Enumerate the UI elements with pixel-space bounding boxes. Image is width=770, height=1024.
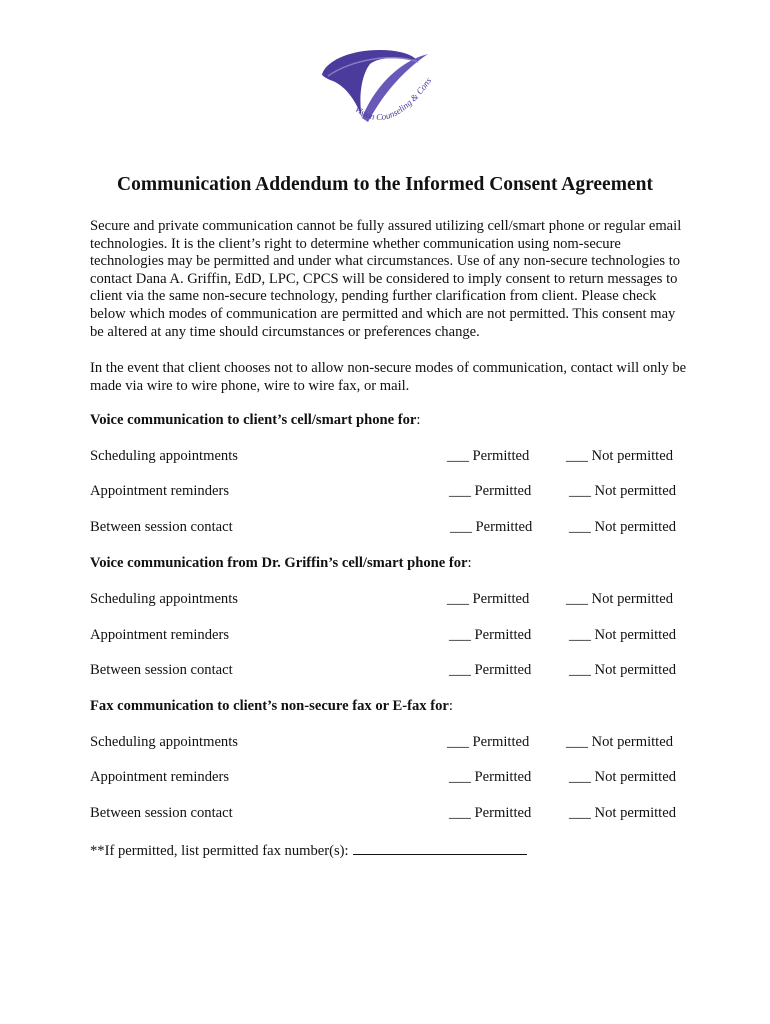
not-permitted-option[interactable]: ___ Not permitted [569,805,677,821]
table-row [90,805,690,825]
fax-number-field-row [90,842,527,860]
table-row [90,627,690,647]
permitted-option[interactable]: ___ Permitted [447,734,530,750]
table-row [90,519,690,539]
row-label: Scheduling appointments [90,734,238,750]
intro-paragraph: Secure and private communication cannot be fully assured utilizing cell/smart phone or regular email technologies. It is the client’s right to determine whether communication using nom-secure technologies may be permitted and under what circumstances. Use of any non-secure technologies to contact Dana A. Griffin, EdD, LPC, CPCS will be considered to imply consent to return messages to client via the same non-secure technology, pending further clarification from client. Please check below which modes of communication are permitted and which are not permitted. This consent may be altered at any time should circumstances or preferences change. [90,218,682,340]
not-permitted-option[interactable]: ___ Not permitted [566,591,674,607]
permitted-option[interactable]: ___ Permitted [450,519,533,535]
permitted-option[interactable]: ___ Permitted [447,591,530,607]
table-row [90,734,690,754]
not-permitted-option[interactable]: ___ Not permitted [569,769,677,785]
not-permitted-option[interactable]: ___ Not permitted [566,448,674,464]
page-title: Communication Addendum to the Informed Consent Agreement [117,174,653,195]
fax-number-input-line[interactable] [353,842,527,855]
table-row [90,591,690,611]
row-label: Appointment reminders [90,769,230,785]
permitted-option[interactable]: ___ Permitted [449,627,532,643]
section-heading-voice-to-client: Voice communication to client’s cell/smart phone for: [90,412,421,428]
permitted-option[interactable]: ___ Permitted [447,448,530,464]
not-permitted-option[interactable]: ___ Not permitted [569,483,677,499]
permitted-option[interactable]: ___ Permitted [449,483,532,499]
section-heading-fax: Fax communication to client’s non-secure fax or E-fax for: [90,698,453,714]
table-row [90,483,690,503]
not-permitted-option[interactable]: ___ Not permitted [569,662,677,678]
row-label: Appointment reminders [90,627,230,643]
permitted-option[interactable]: ___ Permitted [449,769,532,785]
non-secure-paragraph: In the event that client chooses not to allow non-secure modes of communication, contact will only be made via wire to wire phone, wire to wire fax, or mail. [90,360,687,394]
row-label: Scheduling appointments [90,591,238,607]
row-label: Between session contact [90,805,233,821]
row-label: Appointment reminders [90,483,230,499]
table-row [90,662,690,682]
row-label: Scheduling appointments [90,448,238,464]
logo-text: Vision Counseling & Cons [352,75,434,123]
not-permitted-option[interactable]: ___ Not permitted [569,519,677,535]
fax-number-label: **If permitted, list permitted fax number(s): [90,843,349,859]
not-permitted-option[interactable]: ___ Not permitted [569,627,677,643]
table-row [90,769,690,789]
row-label: Between session contact [90,519,233,535]
vision-counseling-logo [310,44,440,140]
section-heading-voice-from-doctor: Voice communication from Dr. Griffin’s cell/smart phone for: [90,555,472,571]
row-label: Between session contact [90,662,233,678]
permitted-option[interactable]: ___ Permitted [449,662,532,678]
table-row [90,448,690,468]
permitted-option[interactable]: ___ Permitted [449,805,532,821]
logo-graphic [310,44,440,140]
not-permitted-option[interactable]: ___ Not permitted [566,734,674,750]
